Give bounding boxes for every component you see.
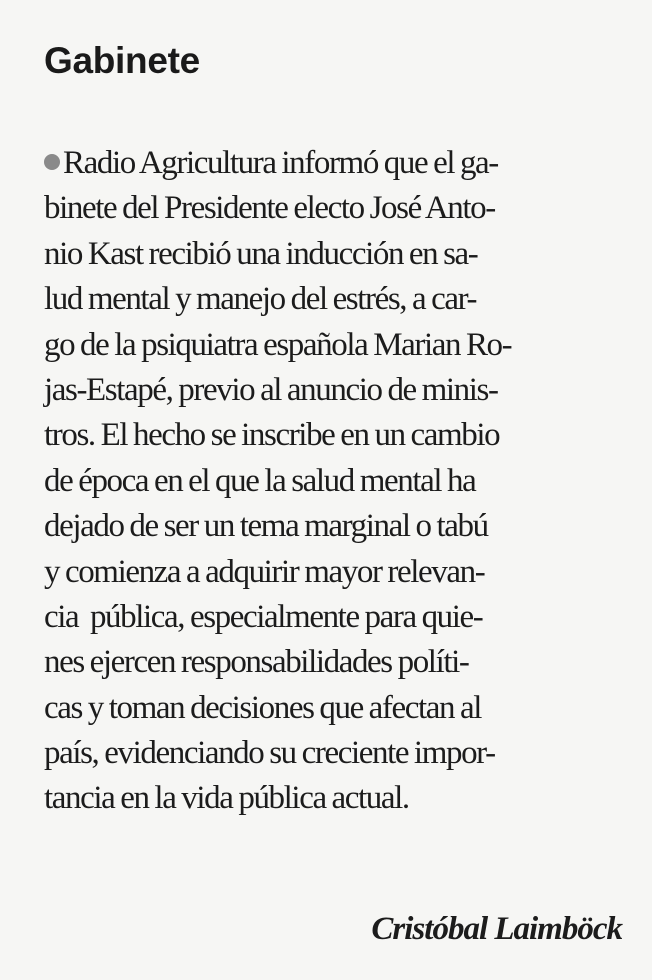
- bullet-dot-icon: [44, 154, 60, 170]
- body-line-9: dejado de ser un tema marginal o tabú: [44, 508, 488, 545]
- body-line-10: y comienza a adquirir mayor relevan-: [44, 553, 485, 590]
- article-body: [44, 141, 630, 822]
- author-byline: Cristóbal Laimböck: [371, 911, 622, 947]
- body-line-8: de época en el que la salud mental ha: [44, 462, 476, 499]
- body-line-13: cas y toman decisiones que afectan al: [44, 689, 481, 726]
- body-line-11: cia pública, especialmente para quie-: [44, 598, 483, 635]
- body-line-4: lud mental y manejo del estrés, a car-: [44, 281, 477, 318]
- body-line-15: tancia en la vida pública actual.: [44, 780, 409, 817]
- body-line-1-text: Radio Agricultura informó que el ga-: [63, 145, 498, 181]
- body-line-7: tros. El hecho se inscribe en un cambio: [44, 417, 500, 454]
- body-line-14: país, evidenciando su creciente impor-: [44, 735, 495, 772]
- body-line-12: nes ejercen responsabilidades políti-: [44, 644, 469, 681]
- body-line-5: go de la psiquiatra española Marian Ro-: [44, 326, 512, 363]
- body-line-2: binete del Presidente electo José Anto-: [44, 190, 495, 227]
- body-line-3: nio Kast recibió una inducción en sa-: [44, 235, 478, 272]
- body-line-6: jas-Estapé, previo al anuncio de minis-: [44, 371, 498, 408]
- body-line-1: [44, 141, 630, 186]
- headline: Gabinete: [44, 40, 200, 81]
